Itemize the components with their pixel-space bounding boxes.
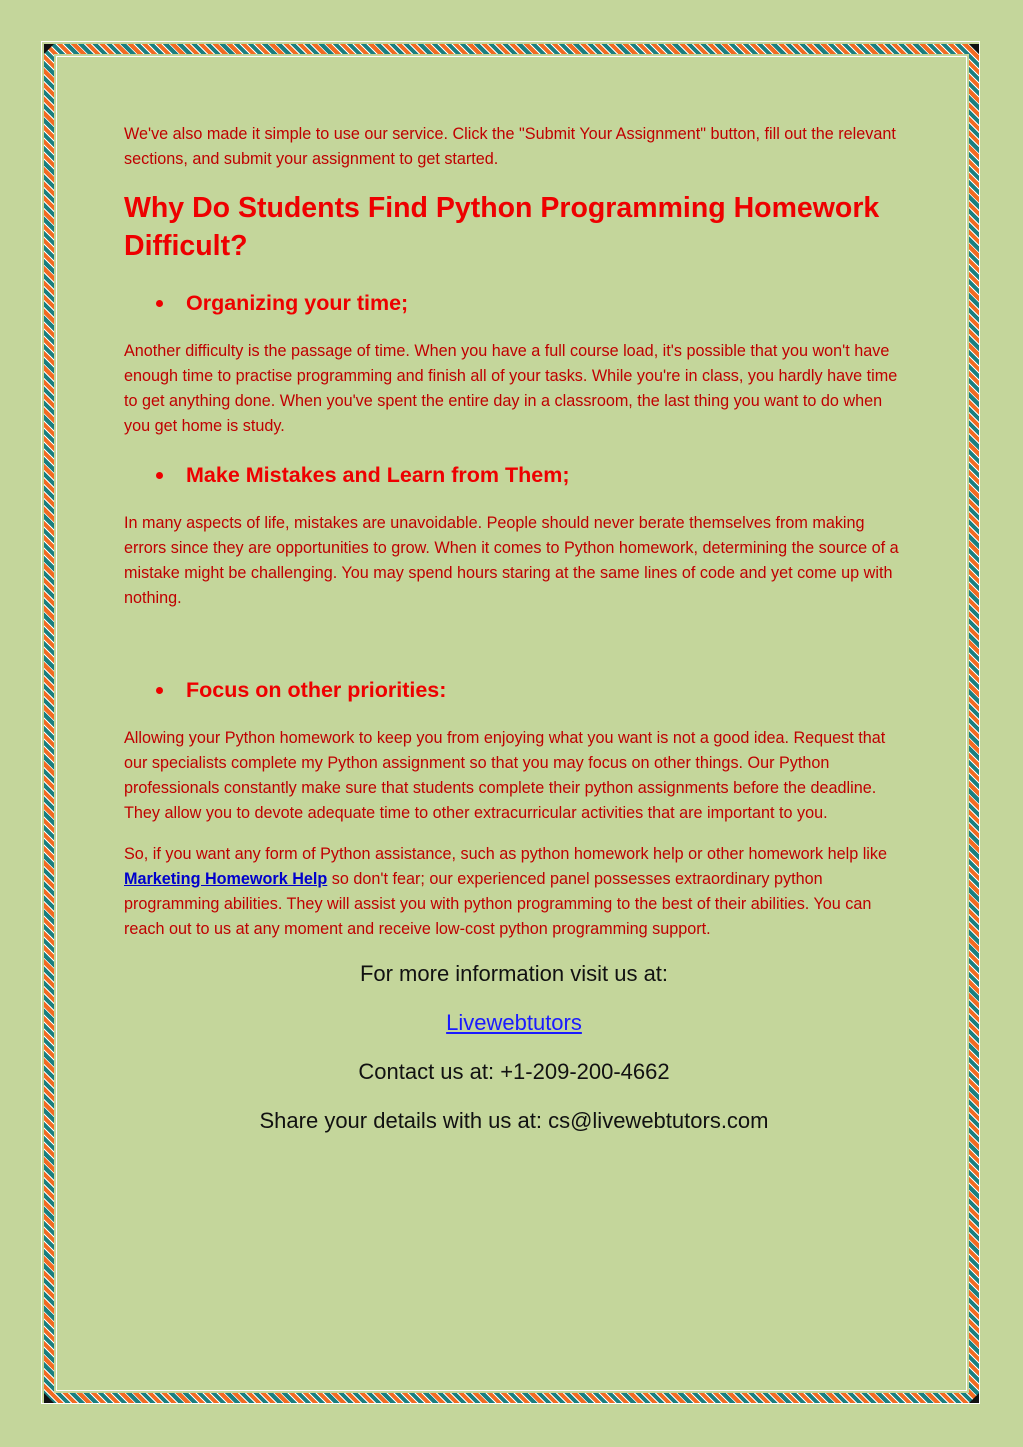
contact-footer: [124, 961, 904, 1134]
document-content: [124, 122, 904, 1157]
spacer: [124, 621, 904, 676]
bullet-label: Make Mistakes and Learn from Them;: [186, 463, 570, 487]
section-paragraph-time: Another difficulty is the passage of time. When you have a full course load, it's possible that you won't have enough time to practise programming and finish all of your tasks. While you're in class, you hardly have time to get anything done. When you've spent the entire day in a classroom, the last thing you want to do when you get home is study.: [124, 342, 898, 435]
bullet-organizing-time: [124, 289, 904, 317]
bullet-dot-icon: [156, 472, 163, 479]
closing-text-before: So, if you want any form of Python assistance, such as python homework help or other homework help like: [124, 845, 888, 863]
bullet-focus-priorities: [124, 676, 904, 704]
bullet-label: Organizing your time;: [186, 291, 409, 315]
livewebtutors-link[interactable]: Livewebtutors: [446, 1010, 582, 1035]
bullet-dot-icon: [156, 300, 163, 307]
section-paragraph-priorities: Allowing your Python homework to keep you from enjoying what you want is not a good idea. Request that our specialists complete my Python assignment so that you may focus on other things. Our Python professionals constantly make sure that students complete their python assignments before the deadline. They allow you to devote adequate time to other extracurricular activities that are important to you.: [124, 729, 886, 822]
bullet-label: Focus on other priorities:: [186, 678, 447, 702]
closing-paragraph: [124, 842, 904, 942]
marketing-homework-help-link[interactable]: Marketing Homework Help: [124, 870, 328, 888]
site-link-line: [124, 1010, 904, 1036]
section-paragraph-mistakes: In many aspects of life, mistakes are unavoidable. People should never berate themselves from making errors since they are opportunities to grow. When it comes to Python homework, determining the source of a mistake might be challenging. You may spend hours staring at the same lines of code and yet come up with nothing.: [124, 514, 899, 607]
page-heading: Why Do Students Find Python Programming Homework Difficult?: [124, 192, 880, 262]
contact-phone: Contact us at: +1-209-200-4662: [358, 1059, 670, 1084]
contact-email: Share your details with us at: cs@livewebtutors.com: [259, 1108, 769, 1133]
info-text: For more information visit us at:: [359, 961, 669, 986]
bullet-dot-icon: [156, 687, 163, 694]
bullet-make-mistakes: [124, 461, 904, 489]
intro-paragraph: We've also made it simple to use our service. Click the "Submit Your Assignment" button, fill out the relevant sections, and submit your assignment to get started.: [124, 125, 896, 168]
closing-text-after: so don't fear; our experienced panel possesses extraordinary python programming abilities. They will assist you with python programming to the best of their abilities. You can reach out to us at any moment and receive low-cost python programming support.: [124, 870, 872, 938]
